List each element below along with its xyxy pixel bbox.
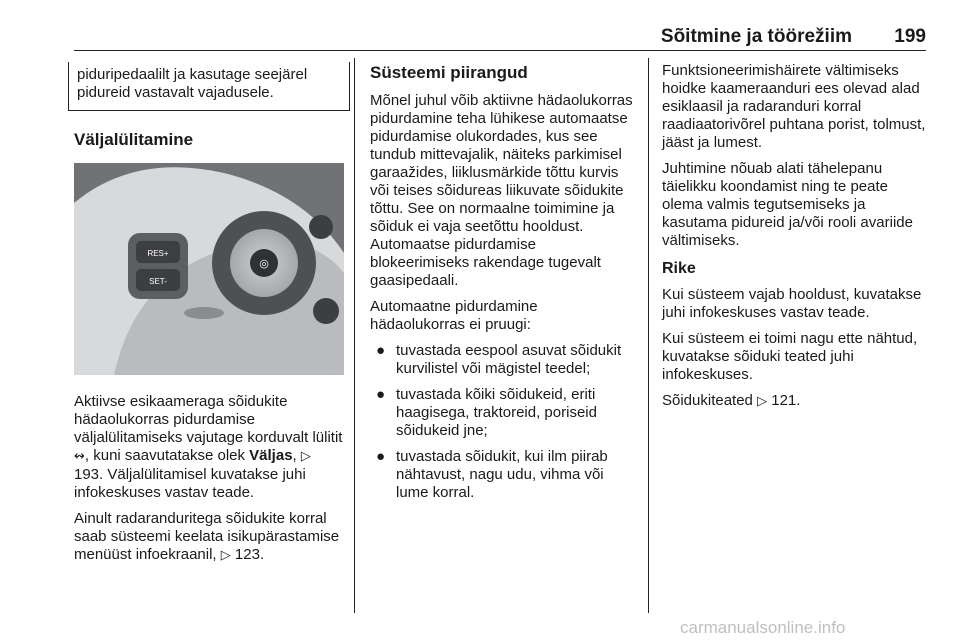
list-item: ● tuvastada eespool asuvat sõidukit kurvilistel või mägistel teedel; bbox=[376, 342, 622, 377]
attention-paragraph: Juhtimine nõuab alati tähelepanu täielikku koondamist ning te peate olema valmis tegutsemiseks ja kasutama pidureid ja/või rooli avariide vältimiseks. bbox=[662, 160, 913, 249]
collision-switch-icon: ↭ bbox=[74, 449, 85, 464]
column-divider bbox=[354, 58, 355, 613]
page-ref-arrow-icon: ▷ bbox=[300, 449, 311, 464]
maintenance-paragraph: Funktsioneerimishäirete vältimiseks hoidke kaameraanduri ees olevad alad esiklaasil ja radaranduri korral raadiaatorivõrel puhtana porist, tolmust, jääst ja lumest. bbox=[662, 62, 926, 151]
fault-paragraph-2: Kui süsteem ei toimi nagu ette nähtud, kuvatakse sõiduki teated juhi infokeskuses. bbox=[662, 330, 918, 383]
fault-paragraph-1: Kui süsteem vajab hooldust, kuvatakse juhi infokeskuses vastav teade. bbox=[662, 286, 922, 321]
column-divider bbox=[648, 58, 649, 613]
set-label: SET- bbox=[149, 277, 167, 286]
chapter-title: Sõitmine ja töörežiim bbox=[660, 26, 852, 47]
radar-only-paragraph: Ainult radaranduritega sõidukite korral saab süsteemi keelata isikupärastamise menüüst infoekraanil, ▷ 123. bbox=[74, 510, 340, 563]
may-not-paragraph: Automaatne pidurdamine hädaolukorras ei pruugi: bbox=[370, 298, 538, 333]
page-number: 199 bbox=[894, 26, 926, 47]
column-3 bbox=[662, 62, 930, 419]
svg-text:◎: ◎ bbox=[259, 257, 269, 270]
section-heading-limitations: Süsteemi piirangud bbox=[370, 63, 528, 82]
limitations-paragraph: Mõnel juhul võib aktiivne hädaolukorras pidurdamine teha lühikese automaatse pidurdamise olukordades, kus see tundub mittevajalik, näiteks parkimisel garaažides, liiklusmärkide tõttu kurvis või teises sõidureas liikuvate sõidukite tõttu. See on normaalne toimimine ja sõiduk ei vaja seetõttu hooldust. Automaatse pidurdamise blokeerimiseks rakendage tugevalt gaasipedaali. bbox=[370, 92, 633, 289]
watermark: carmanualsonline.info bbox=[680, 618, 846, 637]
vehicle-messages-ref: Sõidukiteated ▷ 121. bbox=[662, 392, 801, 409]
disable-paragraph: Aktiivse esikaameraga sõidukite hädaolukorras pidurdamise väljalülitamiseks vajutage korduvalt lülitit ↭, kuni saavutatakse olek Väljas, ▷ 193. Väljalülitamisel kuvatakse juhi infokeskuses vastav teade. bbox=[74, 393, 343, 501]
limitations-list bbox=[370, 342, 635, 502]
list-item: ● tuvastada sõidukit, kui ilm piirab nähtavust, nagu udu, vihma või lume korral. bbox=[376, 448, 608, 501]
distance-button bbox=[309, 215, 333, 239]
header-rule bbox=[74, 50, 926, 51]
steering-wheel-illustration bbox=[74, 163, 344, 375]
section-heading-fault: Rike bbox=[662, 260, 696, 277]
page-ref-arrow-icon: ▷ bbox=[757, 394, 768, 409]
page-ref-arrow-icon: ▷ bbox=[220, 548, 231, 563]
boxed-text: piduripedaalilt ja kasutage seejärel pidureid vastavalt vajadusele. bbox=[77, 66, 308, 101]
alert-button bbox=[313, 298, 339, 324]
column-2 bbox=[370, 62, 635, 510]
column-1 bbox=[74, 62, 344, 573]
res-label: RES+ bbox=[147, 249, 169, 258]
continued-note-box bbox=[68, 62, 350, 111]
section-heading-disable: Väljalülitamine bbox=[74, 130, 194, 149]
list-item: ● tuvastada kõiki sõidukeid, eriti haagisega, traktoreid, poriseid sõidukeid jne; bbox=[376, 386, 597, 439]
page-header bbox=[74, 26, 926, 52]
state-off-label: Väljas bbox=[249, 447, 293, 464]
